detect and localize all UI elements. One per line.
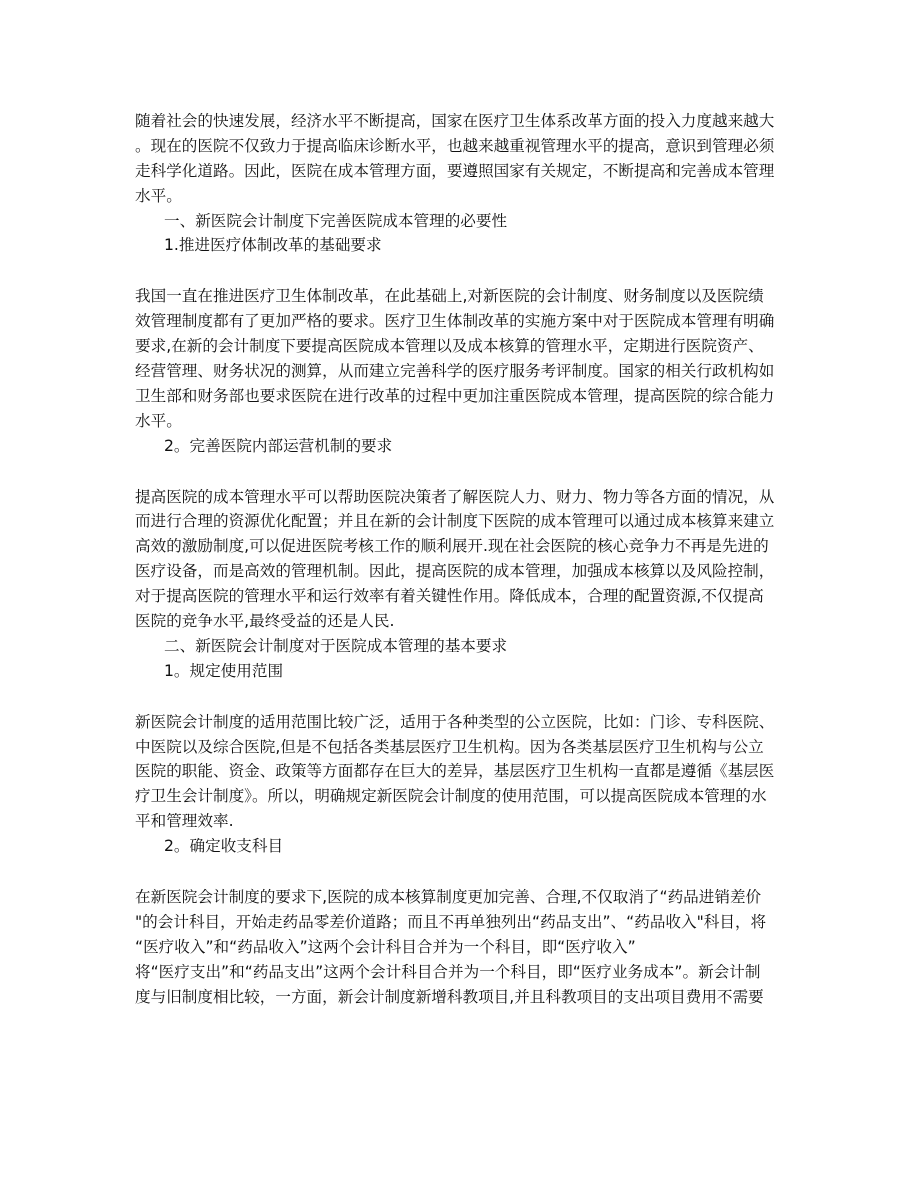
paragraph	[135, 710, 785, 834]
paragraph-spacer	[135, 859, 785, 885]
paragraph-line: 经营管理、财务状况的测算，从而建立完善科学的医疗服务考评制度。国家的相关行政机构如	[135, 362, 775, 381]
section-heading: 二、新医院会计制度对于医院成本管理的基本要求	[164, 636, 508, 655]
paragraph-line: “医疗收入”和“药品收入”这两个会计科目合并为一个科目，即“医疗收入”	[135, 937, 636, 956]
paragraph-line: 随着社会的快速发展，经济水平不断提高，国家在医疗卫生体系改革方面的投入力度越来越大	[135, 112, 775, 130]
paragraph-line: 我国一直在推进医疗卫生体制改革，在此基础上,对新医院的会计制度、财务制度以及医院绩	[135, 287, 764, 306]
subsection-heading: 1.推进医疗体制改革的基础要求	[164, 236, 382, 255]
paragraph-line: 对于提高医院的管理水平和运行效率有着关键性作用。降低成本，合理的配置资源,不仅提高	[135, 587, 764, 606]
paragraph-line: 卫生部和财务部也要求医院在进行改革的过程中更加注重医院成本管理，提高医院的综合能力	[135, 386, 775, 405]
paragraph-line: 水平。	[135, 411, 182, 430]
paragraph-line: "的会计科目，开始走药品零差价道路；而且不再单独列出“药品支出”、“药品收入"科目，将	[135, 912, 767, 931]
paragraph-spacer	[135, 684, 785, 710]
subsection-heading: 2。完善医院内部运营机制的要求	[164, 436, 393, 455]
paragraph-line: 效管理制度都有了更加严格的要求。医疗卫生体制改革的实施方案中对于医院成本管理有明确	[135, 312, 775, 331]
section-heading: 一、新医院会计制度下完善医院成本管理的必要性	[164, 211, 508, 230]
paragraph	[135, 885, 785, 1009]
paragraph-line: 医疗设备，而是高效的管理机制。因此，提高医院的成本管理，加强成本核算以及风险控制，	[135, 562, 775, 581]
paragraph-line: 医院的职能、资金、政策等方面都存在巨大的差异，基层医疗卫生机构一直都是遵循《基层医	[135, 762, 775, 781]
paragraph-line: 医院的竞争水平,最终受益的还是人民.	[135, 612, 395, 631]
paragraph-line: 走科学化道路。因此，医院在成本管理方面，要遵照国家有关规定，不断提高和完善成本管理	[135, 161, 775, 180]
paragraph-line: 要求,在新的会计制度下要提高医院成本管理以及成本核算的管理水平，定期进行医院资产、	[135, 337, 764, 356]
paragraph-line: 水平。	[135, 186, 182, 205]
paragraph	[135, 109, 785, 209]
paragraph-line: 提高医院的成本管理水平可以帮助医院决策者了解医院人力、财力、物力等各方面的情况，从	[135, 487, 775, 506]
paragraph-line: 在新医院会计制度的要求下,医院的成本核算制度更加完善、合理,不仅取消了“药品进销差价	[135, 888, 762, 907]
paragraph-line: 平和管理效率.	[135, 812, 234, 831]
paragraph-line: 而进行合理的资源优化配置；并且在新的会计制度下医院的成本管理可以通过成本核算来建立	[135, 512, 775, 531]
paragraph	[135, 485, 785, 634]
paragraph-spacer	[135, 258, 785, 284]
paragraph-spacer	[135, 459, 785, 485]
paragraph-line: 中医院以及综合医院,但是不包括各类基层医疗卫生机构。因为各类基层医疗卫生机构与公立	[135, 737, 764, 756]
paragraph-line: 疗卫生会计制度》。所以，明确规定新医院会计制度的使用范围，可以提高医院成本管理的水	[135, 787, 767, 806]
document-page	[135, 109, 785, 1010]
paragraph	[135, 284, 785, 433]
paragraph-line: 。现在的医院不仅致力于提高临床诊断水平，也越来越重视管理水平的提高，意识到管理必须	[135, 136, 775, 155]
subsection-heading: 1。规定使用范围	[164, 661, 284, 680]
paragraph-line: 度与旧制度相比较，一方面，新会计制度新增科教项目,并且科教项目的支出项目费用不需要	[135, 987, 764, 1006]
paragraph-line: 新医院会计制度的适用范围比较广泛，适用于各种类型的公立医院，比如：门诊、专科医院、	[135, 712, 775, 731]
subsection-heading: 2。确定收支科目	[164, 837, 284, 856]
paragraph-line: 高效的激励制度,可以促进医院考核工作的顺利展开.现在社会医院的核心竞争力不再是先进的	[135, 537, 769, 556]
paragraph-line: 将“医疗支出”和“药品支出”这两个会计科目合并为一个科目，即“医疗业务成本”。新会计制	[135, 962, 761, 981]
